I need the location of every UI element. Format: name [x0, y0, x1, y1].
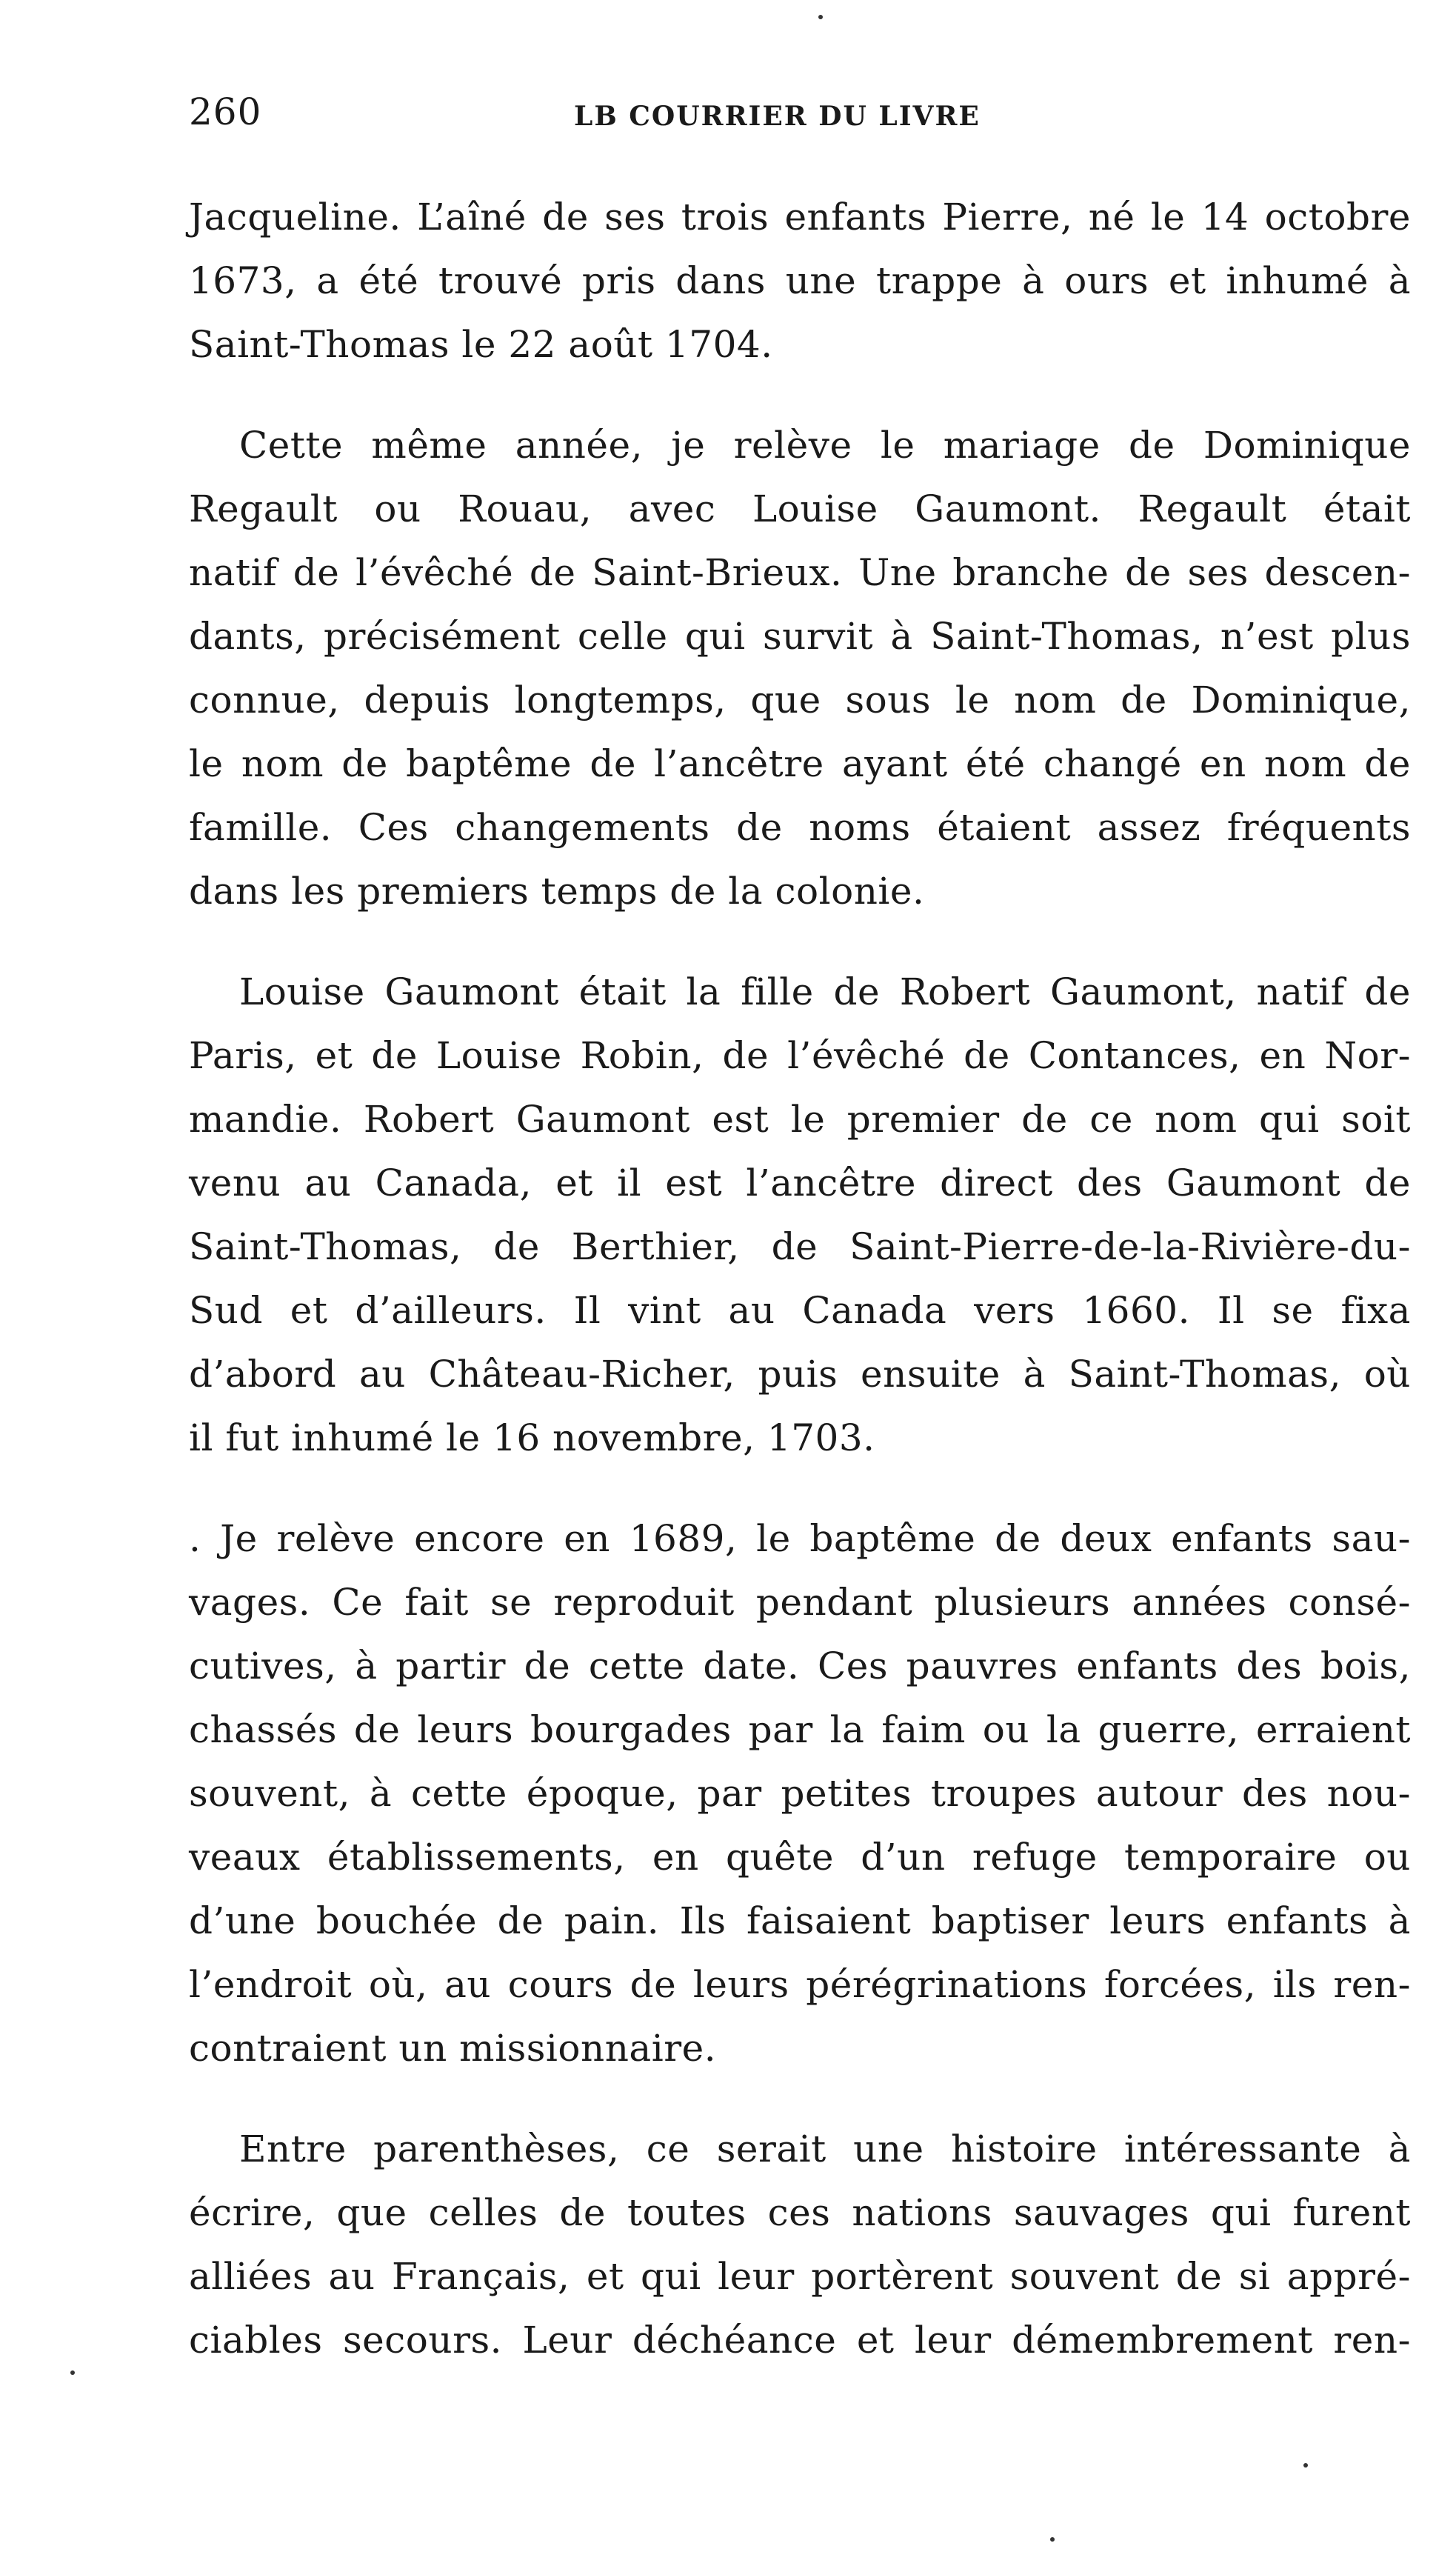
- paragraph: [189, 1507, 1411, 2080]
- text-line: dans les premiers temps de la colonie.: [189, 870, 925, 913]
- text-line: dants, précisément celle qui survit à Saint-Thomas, n’est plus: [189, 615, 1411, 658]
- text-line: il fut inhumé le 16 novembre, 1703.: [189, 1416, 875, 1459]
- text-line: mandie. Robert Gaumont est le premier de ce nom qui soit: [189, 1098, 1411, 1141]
- text-line: souvent, à cette époque, par petites troupes autour des nou-: [189, 1772, 1411, 1815]
- text-line: d’une bouchée de pain. Ils faisaient baptiser leurs enfants à: [189, 1899, 1411, 1942]
- text-line: connue, depuis longtemps, que sous le nom de Dominique,: [189, 679, 1411, 722]
- text-line: Cette même année, je relève le mariage de Dominique: [239, 424, 1411, 467]
- text-line: le nom de baptême de l’ancêtre ayant été changé en nom de: [189, 742, 1411, 785]
- text-line: 1673, a été trouvé pris dans une trappe à ours et inhumé à: [189, 259, 1411, 302]
- text-line: chassés de leurs bourgades par la faim ou la guerre, erraient: [189, 1708, 1411, 1751]
- text-line: Louise Gaumont était la fille de Robert Gaumont, natif de: [239, 970, 1411, 1013]
- text-line: contraient un missionnaire.: [189, 2027, 717, 2070]
- scan-speck: [1050, 2537, 1055, 2542]
- text-line: Jacqueline. L’aîné de ses trois enfants Pierre, né le 14 octobre: [189, 196, 1411, 239]
- text-line: Saint-Thomas, de Berthier, de Saint-Pierre-de-la-Rivière-du-: [189, 1225, 1411, 1268]
- text-line: Regault ou Rouau, avec Louise Gaumont. Regault était: [189, 487, 1411, 530]
- text-line: natif de l’évêché de Saint-Brieux. Une branche de ses descen-: [189, 551, 1411, 594]
- body-text: [189, 185, 1411, 2372]
- text-line: veaux établissements, en quête d’un refuge temporaire ou: [189, 1836, 1411, 1879]
- text-line: Paris, et de Louise Robin, de l’évêché de Contances, en Nor-: [189, 1034, 1411, 1077]
- text-line: Sud et d’ailleurs. Il vint au Canada vers 1660. Il se fixa: [189, 1289, 1411, 1332]
- paragraph-gap: [189, 2080, 1411, 2117]
- text-line: alliées au Français, et qui leur portèrent souvent de si appré-: [189, 2255, 1411, 2298]
- text-line: l’endroit où, au cours de leurs pérégrinations forcées, ils ren-: [189, 1963, 1411, 2006]
- text-line: . Je relève encore en 1689, le baptême de deux enfants sau-: [189, 1517, 1411, 1560]
- text-line: d’abord au Château-Richer, puis ensuite à Saint-Thomas, où: [189, 1353, 1411, 1396]
- paragraph: [189, 413, 1411, 923]
- text-line: vages. Ce fait se reproduit pendant plusieurs années consé-: [189, 1581, 1411, 1624]
- paragraph-gap: [189, 376, 1411, 413]
- text-line: venu au Canada, et il est l’ancêtre direct des Gaumont de: [189, 1162, 1411, 1204]
- page-header: [189, 90, 1411, 142]
- paragraph: [189, 185, 1411, 376]
- text-line: Entre parenthèses, ce serait une histoire intéressante à: [239, 2128, 1411, 2170]
- paragraph-gap: [189, 923, 1411, 960]
- paragraph: [189, 2117, 1411, 2372]
- paragraph: [189, 960, 1411, 1470]
- text-line: famille. Ces changements de noms étaient assez fréquents: [189, 806, 1411, 849]
- running-head: LB COURRIER DU LIVRE: [574, 101, 981, 132]
- scan-speck: [1303, 2463, 1308, 2468]
- text-line: écrire, que celles de toutes ces nations sauvages qui furent: [189, 2191, 1411, 2234]
- text-line: cutives, à partir de cette date. Ces pauvres enfants des bois,: [189, 1645, 1411, 1687]
- text-line: Saint-Thomas le 22 août 1704.: [189, 323, 773, 366]
- scan-speck: [818, 15, 823, 19]
- scan-speck: [70, 2370, 75, 2375]
- text-line: ciables secours. Leur déchéance et leur démembrement ren-: [189, 2319, 1411, 2362]
- page-number: 260: [189, 90, 262, 133]
- paragraph-gap: [189, 1470, 1411, 1507]
